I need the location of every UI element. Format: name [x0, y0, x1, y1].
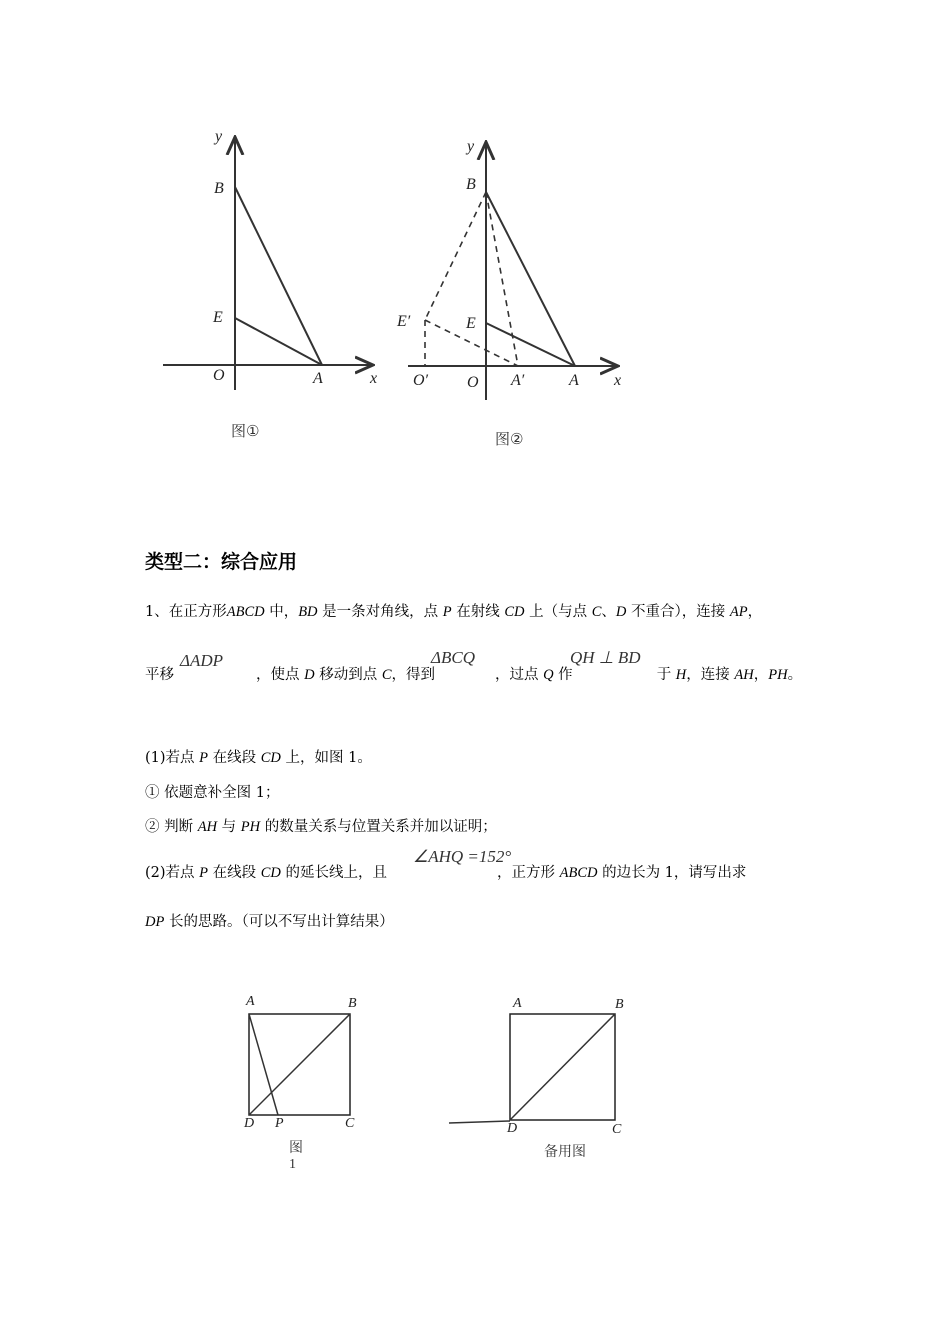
- figure-2-diagram: [400, 130, 640, 405]
- figure-4-square: [445, 1005, 625, 1130]
- question-1b: ② 判断 AH 与 PH 的数量关系与位置关系并加以证明；: [145, 819, 497, 835]
- fig1-caption: 图①: [231, 422, 260, 440]
- fig3-label-B: B: [348, 996, 357, 1011]
- problem-line-2: 平移 ，使点 D 移动到点 C，得到 ，过点 Q 作 于 H，连接 AH，PH。: [145, 667, 803, 683]
- fig2-label-O: O: [467, 374, 479, 391]
- fig2-label-Eprime: E′: [397, 313, 411, 330]
- formula-triangle-BCQ: ΔBCQ: [431, 648, 475, 667]
- fig3-label-P: P: [275, 1116, 284, 1131]
- figure-1-diagram: [155, 125, 395, 395]
- fig2-label-y: y: [467, 138, 475, 155]
- fig4-caption: 备用图: [544, 1144, 586, 1160]
- fig2-label-Aprime: A′: [511, 372, 525, 389]
- fig3-label-C: C: [345, 1116, 355, 1131]
- formula-angle-AHQ: ∠AHQ =152°: [413, 847, 512, 866]
- question-2-cont: DP 长的思路。（可以不写出计算结果）: [145, 914, 394, 930]
- question-1a: ① 依题意补全图 1；: [145, 785, 280, 801]
- fig4-label-A: A: [513, 996, 522, 1011]
- section-heading: 类型二：综合应用: [145, 551, 298, 573]
- fig3-label-D: D: [244, 1116, 255, 1131]
- dashed-B-Aprime: [486, 192, 518, 366]
- fig2-label-x: x: [614, 372, 622, 389]
- formula-QH-perp-BD: QH ⊥ BD: [570, 648, 641, 667]
- dashed-B-Eprime: [425, 192, 486, 320]
- question-2: (2)若点 P 在线段 CD 的延长线上，且 ，正方形 ABCD 的边长为 1，请写出求: [145, 865, 747, 881]
- fig1-label-y: y: [215, 128, 223, 145]
- extension-line: [449, 1121, 510, 1123]
- fig2-label-E: E: [466, 315, 476, 332]
- segment-EA: [235, 318, 322, 365]
- fig2-label-A: A: [569, 372, 579, 389]
- fig2-caption: 图②: [495, 430, 524, 448]
- figure-3-square: [240, 1005, 360, 1125]
- segment-BA: [235, 187, 322, 365]
- fig2-label-Oprime: O′: [413, 372, 429, 389]
- fig1-label-A: A: [313, 370, 323, 387]
- fig4-label-C: C: [612, 1122, 622, 1137]
- problem-line-1: 1、在正方形ABCD 中，BD 是一条对角线，点 P 在射线 CD 上（与点 C、D 不重合），连接 AP，: [145, 604, 763, 620]
- fig3-label-A: A: [246, 994, 255, 1009]
- formula-triangle-ADP: ΔADP: [180, 651, 224, 670]
- fig2-label-B: B: [466, 176, 476, 193]
- question-1: (1)若点 P 在线段 CD 上，如图 1。: [145, 750, 372, 766]
- fig3-caption-line1: 图: [289, 1140, 303, 1156]
- fig4-label-B: B: [615, 997, 624, 1012]
- fig1-label-O: O: [213, 367, 225, 384]
- fig1-label-x: x: [370, 370, 378, 387]
- fig4-label-D: D: [507, 1121, 518, 1136]
- fig1-label-B: B: [214, 180, 224, 197]
- diagonal-BD: [510, 1014, 615, 1120]
- segment-EA: [486, 323, 575, 366]
- segment-BA: [486, 192, 575, 366]
- fig3-caption-line2: 1: [289, 1157, 296, 1172]
- fig1-label-E: E: [213, 309, 223, 326]
